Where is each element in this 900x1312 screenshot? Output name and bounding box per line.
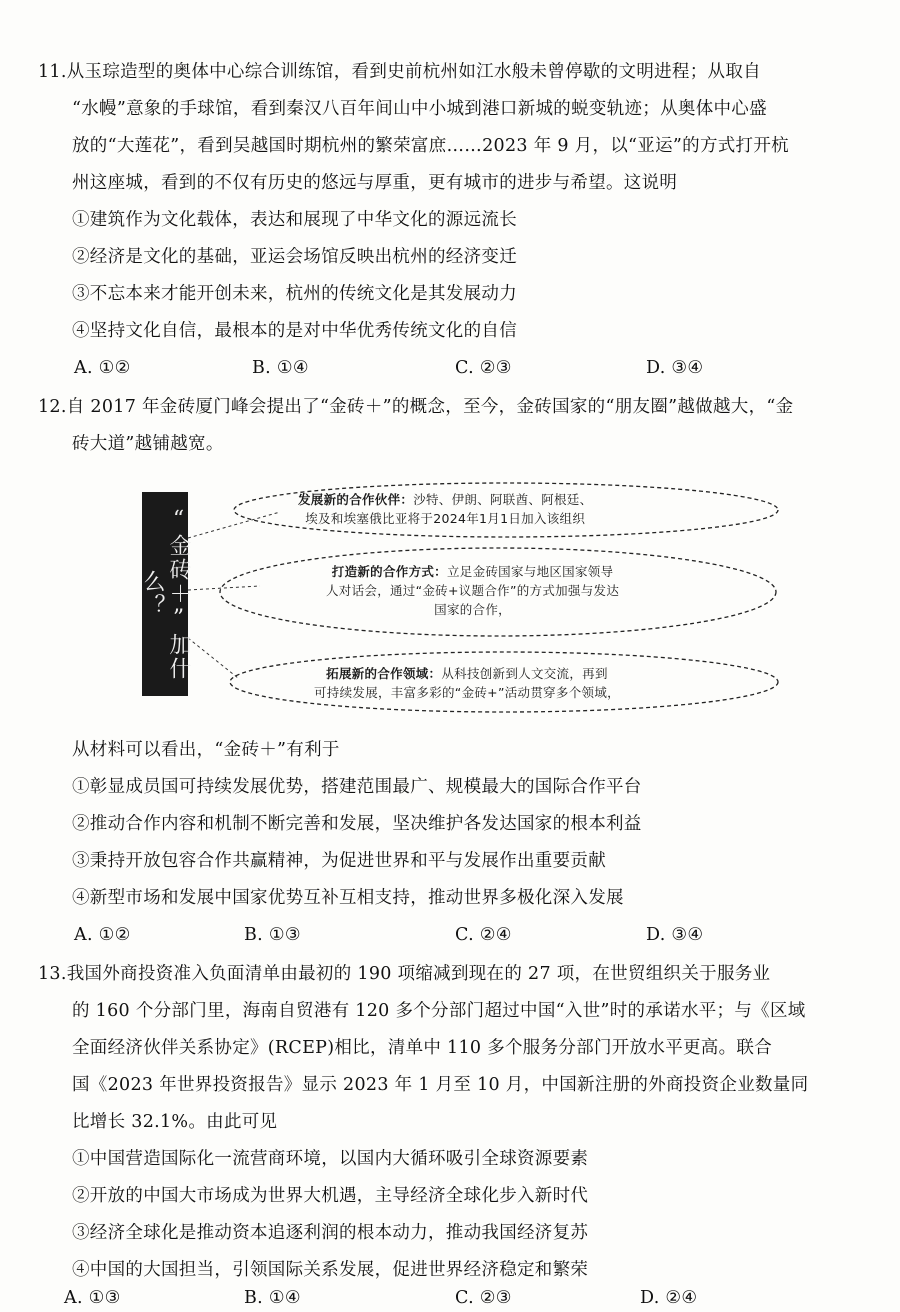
question-11-option-4: ④坚持文化自信，最根本的是对中华优秀传统文化的自信 — [72, 321, 517, 341]
question-13-option-3: ③经济全球化是推动资本追逐利润的根本动力，推动我国经济复苏 — [72, 1223, 589, 1243]
bubble-2-heading: 打造新的合作方式： — [331, 564, 447, 579]
choice-d[interactable]: D. ③④ — [646, 925, 704, 945]
brics-plus-label-box: “金砖＋”加什么？ — [142, 492, 188, 696]
bubble-3-line-1: 从科技创新到人文交流，再到 — [441, 666, 608, 681]
choice-b[interactable]: B. ①④ — [244, 1288, 301, 1308]
question-13-line-2: 的 160 个分部门里，海南自贸港有 120 多个分部门超过中国“入世”时的承诺水平；与《区域 — [72, 1001, 806, 1021]
question-11-line-1: 11.从玉琮造型的奥体中心综合训练馆，看到史前杭州如江水般未曾停歇的文明进程；从取自 — [38, 62, 761, 82]
bubble-1-line-1: 沙特、伊朗、阿联酋、阿根廷、 — [413, 492, 593, 507]
bubble-1-heading: 发展新的合作伙伴： — [298, 492, 414, 507]
question-13-option-4: ④中国的大国担当，引领国际关系发展，促进世界经济稳定和繁荣 — [72, 1260, 589, 1280]
question-12-option-1: ①彰显成员国可持续发展优势，搭建范围最广、规模最大的国际合作平台 — [72, 777, 642, 797]
question-13-line-1: 13.我国外商投资准入负面清单由最初的 190 项缩减到现在的 27 项，在世贸组织关于服务业 — [38, 964, 771, 984]
bubble-2-line-2: 人对话会，通过“金砖+议题合作”的方式加强与发达 — [326, 583, 620, 598]
choice-c[interactable]: C. ②③ — [455, 358, 512, 378]
bubble-2-line-1: 立足金砖国家与地区国家领导 — [446, 564, 614, 579]
question-11-option-3: ③不忘本来才能开创未来，杭州的传统文化是其发展动力 — [72, 284, 517, 304]
question-13-line-4: 国《2023 年世界投资报告》显示 2023 年 1 月至 10 月，中国新注册的外商投资企业数量同 — [72, 1075, 809, 1095]
question-12-line-2: 砖大道”越铺越宽。 — [72, 434, 224, 454]
question-12-option-2: ②推动合作内容和机制不断完善和发展，坚决维护各发达国家的根本利益 — [72, 814, 642, 834]
choice-d[interactable]: D. ②④ — [640, 1288, 698, 1308]
question-12-option-3: ③秉持开放包容合作共赢精神，为促进世界和平与发展作出重要贡献 — [72, 851, 606, 871]
question-13-line-3: 全面经济伙伴关系协定》(RCEP)相比，清单中 110 多个服务分部门开放水平更高。联合 — [72, 1038, 772, 1058]
choice-c[interactable]: C. ②④ — [455, 925, 512, 945]
bubble-2-line-3: 国家的合作， — [434, 602, 511, 617]
choice-d[interactable]: D. ③④ — [646, 358, 704, 378]
bubble-3-heading: 拓展新的合作领域： — [326, 666, 442, 681]
question-11-line-4: 州这座城，看到的不仅有历史的悠远与厚重，更有城市的进步与希望。这说明 — [72, 173, 678, 193]
question-11-line-2: “水幔”意象的手球馆，看到秦汉八百年间山中小城到港口新城的蜕变轨迹；从奥体中心盛 — [72, 99, 767, 119]
choice-c[interactable]: C. ②③ — [455, 1288, 512, 1308]
question-11-choices — [0, 356, 900, 380]
question-13-line-5: 比增长 32.1%。由此可见 — [72, 1112, 278, 1132]
choice-a[interactable]: A. ①② — [74, 358, 131, 378]
question-12-option-4: ④新型市场和发展中国家优势互补互相支持，推动世界多极化深入发展 — [72, 888, 624, 908]
question-13-option-1: ①中国营造国际化一流营商环境，以国内大循环吸引全球资源要素 — [72, 1149, 589, 1169]
question-12-stem: 从材料可以看出，“金砖＋”有利于 — [72, 740, 340, 760]
choice-b[interactable]: B. ①③ — [244, 925, 301, 945]
bubble-new-partners — [298, 490, 592, 528]
question-11-option-2: ②经济是文化的基础，亚运会场馆反映出杭州的经济变迁 — [72, 247, 517, 267]
bubble-new-methods — [326, 562, 619, 619]
bubble-1-line-2: 埃及和埃塞俄比亚将于2024年1月1日加入该组织 — [305, 511, 586, 526]
question-13-choices — [0, 1286, 900, 1310]
bubble-new-fields — [314, 664, 620, 702]
question-12-choices — [0, 923, 900, 947]
choice-b[interactable]: B. ①④ — [252, 358, 309, 378]
brics-plus-diagram — [130, 478, 790, 718]
choice-a[interactable]: A. ①③ — [64, 1288, 121, 1308]
question-13-option-2: ②开放的中国大市场成为世界大机遇，主导经济全球化步入新时代 — [72, 1186, 589, 1206]
bubble-3-line-2: 可持续发展，丰富多彩的“金砖+”活动贯穿多个领域， — [314, 685, 620, 700]
question-11-option-1: ①建筑作为文化载体，表达和展现了中华文化的源远流长 — [72, 210, 517, 230]
question-12-line-1: 12.自 2017 年金砖厦门峰会提出了“金砖＋”的概念，至今，金砖国家的“朋友圈”越做越大，“金 — [38, 397, 794, 417]
question-11-line-3: 放的“大莲花”，看到吴越国时期杭州的繁荣富庶……2023 年 9 月，以“亚运”的方式打开杭 — [72, 136, 789, 156]
choice-a[interactable]: A. ①② — [74, 925, 131, 945]
